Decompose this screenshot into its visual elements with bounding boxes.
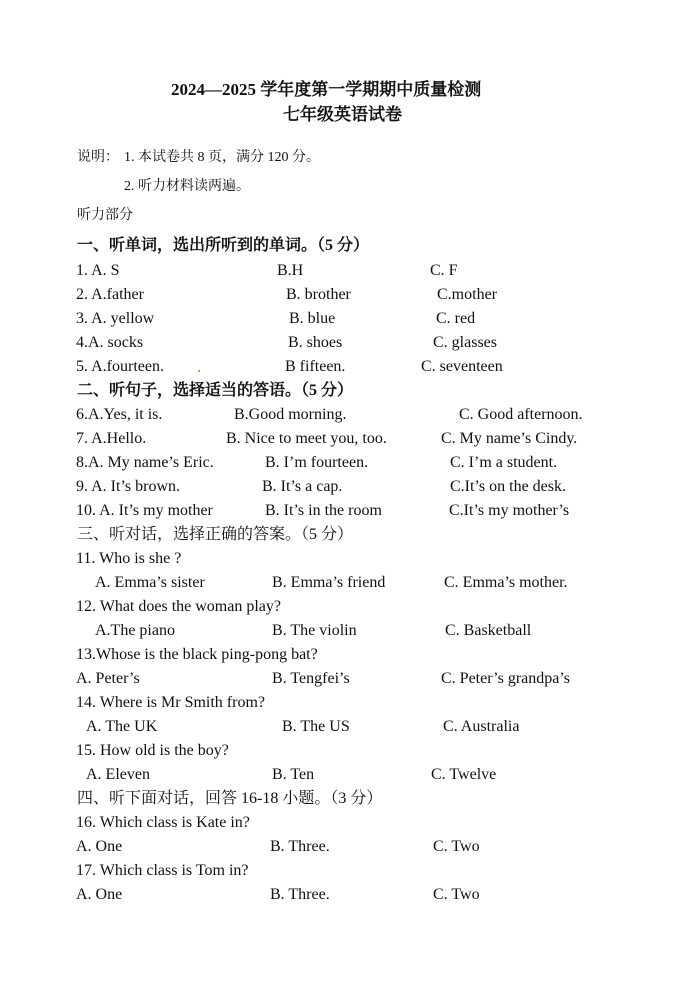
q11-option-b: B. Emma’s friend [272, 574, 386, 591]
q15-option-a: A. Eleven [86, 766, 150, 783]
q17-option-a: A. One [76, 886, 123, 903]
note-item-2: 2. 听力材料读两遍。 [124, 179, 250, 194]
q6-option-a: 6.A.Yes, it is. [76, 406, 163, 423]
q8-option-b: B. I’m fourteen. [265, 454, 369, 471]
section-3-heading: 三、听对话，选择正确的答案。（5 分） [77, 526, 354, 543]
section-4-heading: 四、听下面对话，回答 16-18 小题。（3 分） [77, 790, 383, 807]
q14-option-c: C. Australia [443, 718, 520, 735]
q1-option-c: C. F [430, 262, 458, 279]
note-item-1: 1. 本试卷共 8 页，满分 120 分。 [124, 150, 320, 165]
q5-option-b: B fifteen. [285, 358, 346, 375]
q7-option-c: C. My name’s Cindy. [441, 430, 578, 447]
q10-option-c: C.It’s my mother’s [449, 502, 570, 519]
q16-stem: 16. Which class is Kate in? [76, 814, 250, 831]
q6-option-c: C. Good afternoon. [459, 406, 583, 423]
listening-part-heading: 听力部分 [77, 208, 133, 223]
q12-option-b: B. The violin [272, 622, 357, 639]
stray-dot [198, 370, 200, 372]
q14-option-b: B. The US [282, 718, 350, 735]
q12-stem: 12. What does the woman play? [76, 598, 281, 615]
q5-option-c: C. seventeen [421, 358, 503, 375]
q6-option-b: B.Good morning. [234, 406, 347, 423]
q8-option-a: 8.A. My name’s Eric. [76, 454, 214, 471]
q15-stem: 15. How old is the boy? [76, 742, 229, 759]
q8-option-c: C. I’m a student. [450, 454, 558, 471]
section-2-heading: 二、听句子，选择适当的答语。（5 分） [77, 382, 354, 399]
exam-subtitle: 七年级英语试卷 [283, 105, 402, 124]
q2-option-c: C.mother [437, 286, 497, 303]
q12-option-a: A.The piano [95, 622, 175, 639]
q9-option-a: 9. A. It’s brown. [76, 478, 180, 495]
q3-option-c: C. red [436, 310, 476, 327]
q4-option-a: 4.A. socks [76, 334, 144, 351]
q1-option-a: 1. A. S [76, 262, 120, 279]
q15-option-b: B. Ten [272, 766, 315, 783]
q14-option-a: A. The UK [86, 718, 158, 735]
q11-option-c: C. Emma’s mother. [444, 574, 568, 591]
q1-option-b: B.H [277, 262, 304, 279]
q13-option-a: A. Peter’s [76, 670, 140, 687]
q17-option-c: C. Two [433, 886, 480, 903]
q3-option-b: B. blue [289, 310, 336, 327]
q4-option-c: C. glasses [433, 334, 497, 351]
q5-option-a: 5. A.fourteen. [76, 358, 164, 375]
q2-option-b: B. brother [286, 286, 351, 303]
q14-stem: 14. Where is Mr Smith from? [76, 694, 266, 711]
q16-option-a: A. One [76, 838, 123, 855]
section-1-heading: 一、听单词，选出所听到的单词。（5 分） [77, 237, 370, 254]
q15-option-c: C. Twelve [431, 766, 497, 783]
q17-stem: 17. Which class is Tom in? [76, 862, 249, 879]
q12-option-c: C. Basketball [445, 622, 532, 639]
q7-option-a: 7. A.Hello. [76, 430, 147, 447]
q4-option-b: B. shoes [288, 334, 343, 351]
q9-option-b: B. It’s a cap. [262, 478, 343, 495]
q16-option-c: C. Two [433, 838, 480, 855]
q7-option-b: B. Nice to meet you, too. [226, 430, 387, 447]
q16-option-b: B. Three. [270, 838, 330, 855]
q10-option-b: B. It’s in the room [265, 502, 382, 519]
q13-stem: 13.Whose is the black ping-pong bat? [76, 646, 318, 663]
exam-title: 2024—2025 学年度第一学期期中质量检测 [171, 80, 482, 99]
q13-option-b: B. Tengfei’s [272, 670, 350, 687]
q11-option-a: A. Emma’s sister [95, 574, 205, 591]
q17-option-b: B. Three. [270, 886, 330, 903]
q10-option-a: 10. A. It’s my mother [76, 502, 213, 519]
q11-stem: 11. Who is she ? [76, 550, 182, 567]
notes-prefix: 说明： [77, 150, 119, 165]
q3-option-a: 3. A. yellow [76, 310, 155, 327]
q13-option-c: C. Peter’s grandpa’s [441, 670, 571, 687]
q9-option-c: C.It’s on the desk. [450, 478, 566, 495]
q2-option-a: 2. A.father [76, 286, 144, 303]
